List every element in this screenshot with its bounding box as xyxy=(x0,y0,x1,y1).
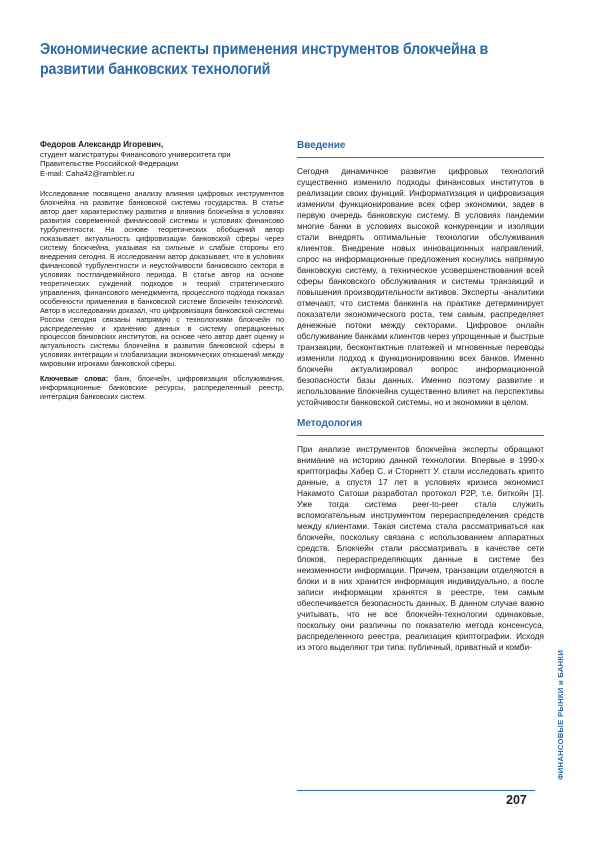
keywords-text: банк, блокчейн, цифровизация обслуживания, информационные банковские ресурсы, распределенный реестр, интеграция банковских систем. xyxy=(40,374,284,402)
author-email: E-mail: Caha42@rambler.ru xyxy=(40,168,135,178)
author-affiliation-2: Правительстве Российской Федерации xyxy=(40,159,179,169)
journal-section-tab xyxy=(556,649,570,780)
section-heading-introduction: Введение xyxy=(297,140,544,158)
author-block xyxy=(40,140,284,178)
footer-rule xyxy=(297,790,535,791)
author-affiliation-1: студент магистратуры Финансового университета при xyxy=(40,150,231,159)
section-heading-methodology: Методология xyxy=(297,418,544,436)
right-column xyxy=(297,140,544,653)
journal-section-label: ФИНАНСОВЫЕ РЫНКИ и БАНКИ xyxy=(556,649,565,780)
keywords-label: Ключевые слова: xyxy=(40,374,109,384)
abstract: Исследование посвящено анализу влияния цифровых инструментов блокчейна на развитие банковской системы государства. В статье автор дает характеристику развития и влияния блокчейна в условиях развития современной финансовой системы и условиях финансово турбулентности. На основе теоретических обобщений автор показывает актуальность цифровизации банковской сферы через систему блокчейна, указывая на сильные и слабые стороны его внедрения сегодня. В исследовании автор доказывает, что в условиях финансовой турбулентности и неустойчивости банковского сектора в условиях постпандемийного периода. В статье автор на основе теоретических суждений подходов и теорий стратегического управления, финансового менеджмента, процессного подхода показал особенности применения в банковской системе блокчейн технологий. Автор в исследовании доказал, что цифровизация банковской системы России сегодня связаны напрямую с технологиями блокчейн по распределению и хранению данных в систему операционных процессов банковских институтов, на основе чего автор дает оценку и актуальность системы блокчейна в развития банковской сферы в условиях интеграции и глобализации экономических отношений между мировыми игроками банковской сферы. xyxy=(40,189,284,369)
keywords xyxy=(40,375,284,402)
article-title: Экономические аспекты применения инструментов блокчейна в развитии банковских технологий xyxy=(40,41,489,78)
author-name: Федоров Александр Игоревич, xyxy=(40,140,164,149)
left-column xyxy=(40,140,284,402)
section-text-introduction: Сегодня динамичное развитие цифровых технологий существенно изменило подходы финансовых институтов в реализации своих функций. Информатизация и цифровизация изменили функционирование всех сфер экономики, задев в первую очередь банковскую систему. В условиях пандемии многие банки в условиях высокой конкуренции и изоляции стали внедрять оптимальные технологии обслуживания клиентов. Внедрение новых инновационных направлений, спрос на информационные предложения коснулись напрямую банковскую систему, а техническое усовершенствования всей сферы банковского обслуживания и системы транзакций и повышения производительности активов. Эксперты -аналитики отмечают, что система банкинга на практике детерминирует показатели экономического роста, тем самым, распределяет денежные потоки между секторами. Цифровое онлайн обслуживание банками клиентов через упрощенные и быстрые транзакции, бесконтактные платежей и мгновенные переводы изменили подход к функционированию всех банков. Именно блокчейн актуализировал вопрос информационной безопасности базы данных. Именно поэтому развитие и использование блокчейна существенно влияет на перспективы устойчивости банковской системы, но и экономики в целом. xyxy=(297,166,544,407)
page-number: 207 xyxy=(506,793,527,807)
section-text-methodology: При анализе инструментов блокчейна эксперты обращают внимание на историю данной технологии. Впервые в 1990-х криптографы Хабер С. и Сторнетт У. стали исследовать крипто данные, а спустя 17 лет в условиях кризиса экономист Накамото Сатоши разработал протокол P2P, т.е. биткойн [1]. Уже тогда система peer-to-peer стала служить вспомогательным инструментом перераспределения средств между клиентами. Такая система стала рассматриваться как блокчейн, поскольку связана с использованием аппаратных средств. Блокчейн стали рассматривать в качестве сети блоков, перераспределяющих данные в системе без неизменности информации. Причем, транзакции отделяются в блоки и в них хранится информация индивидуально, а после записи информации хранятся в реестре, тем самым обеспечивается безопасность данных. В данном случае важно учитывать, что не все блокчейн-технологии одинаковые, поскольку они различны по показателю метода консенсуса, распределенного реестра, реализация криптографии. Исходя из этого выделяют три типа: публичный, приватный и комби- xyxy=(297,444,544,652)
